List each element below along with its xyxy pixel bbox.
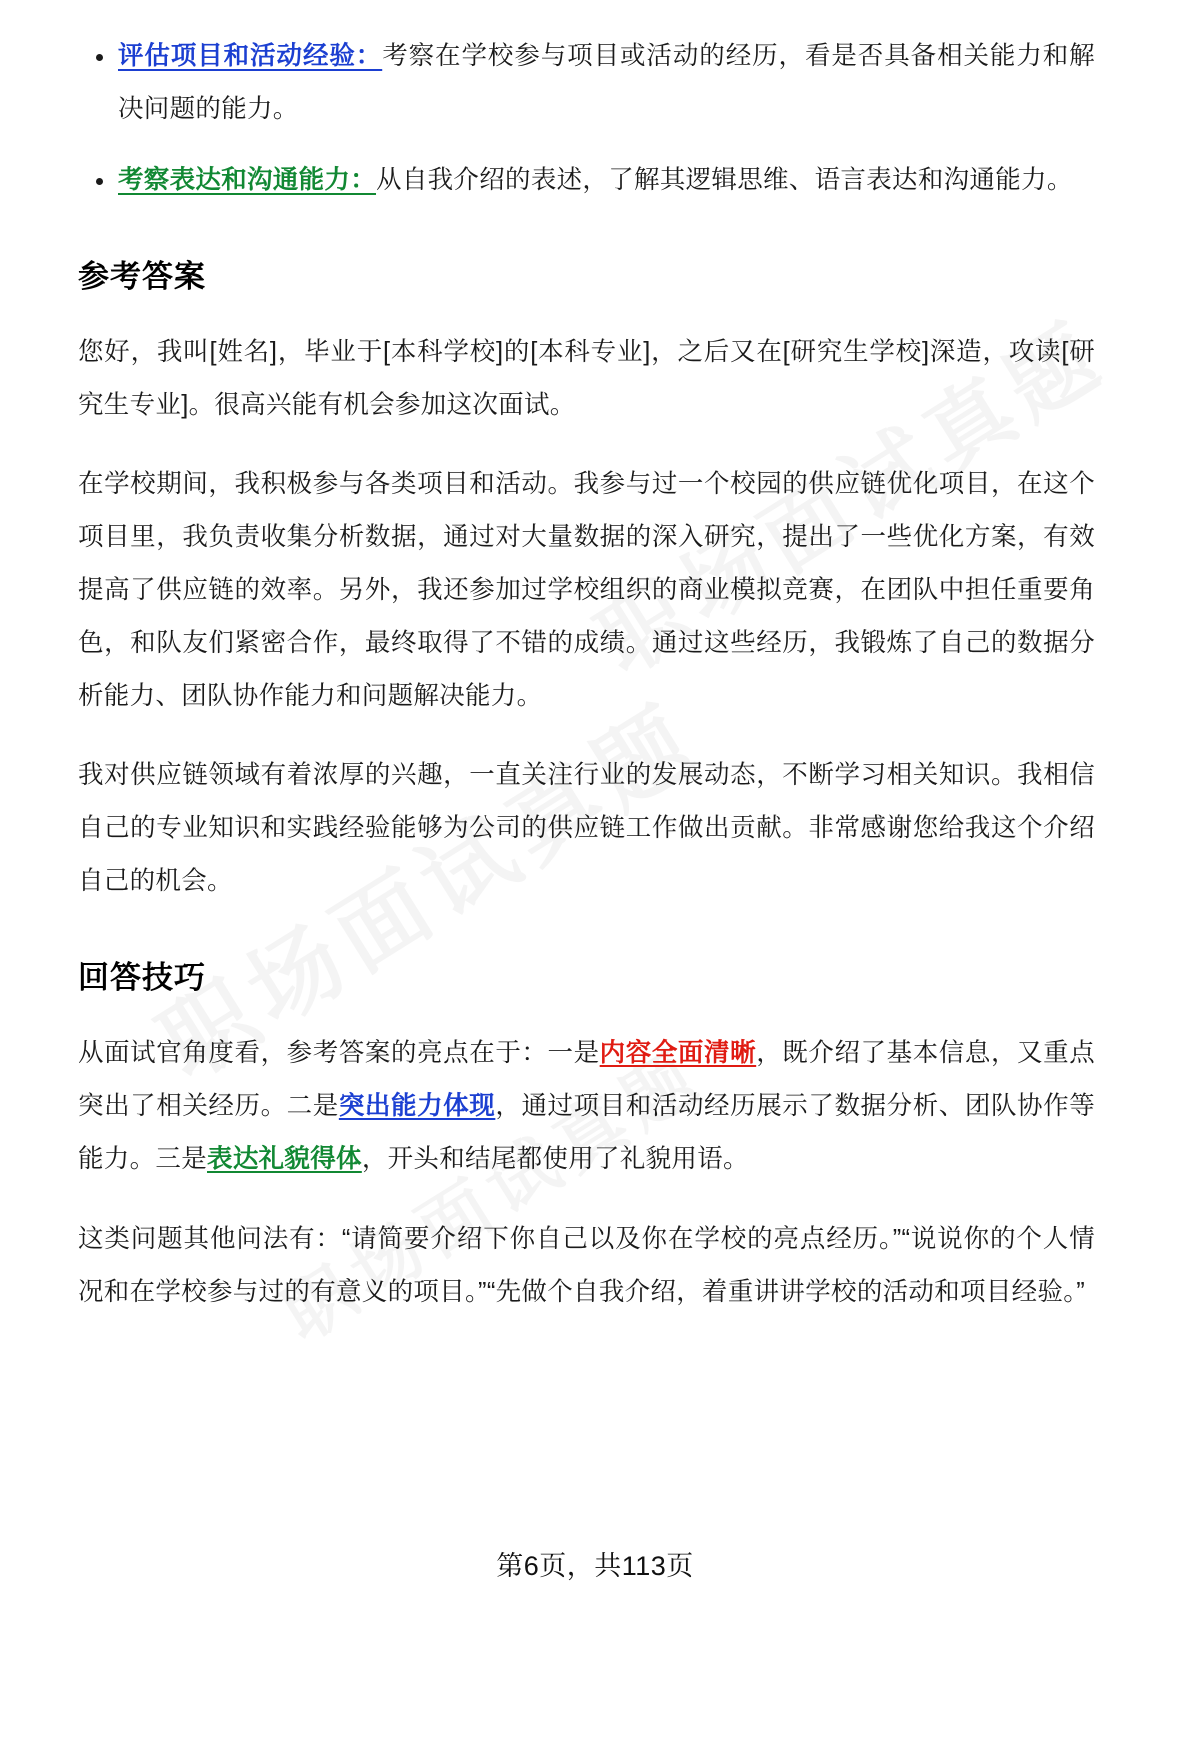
page-footer [0, 1544, 1190, 1583]
tips-mid-text-1: ，既介绍了基本信息，又重点突出了相关经历。二是 [78, 1039, 1095, 1121]
list-item [78, 154, 1095, 207]
page-number-label: 第6页，共113页 [496, 1551, 694, 1581]
section-heading-answer-tips: 回答技巧 [78, 960, 206, 996]
reference-answer-paragraph-1: 您好，我叫[姓名]，毕业于[本科学校]的[本科专业]，之后又在[研究生学校]深造，攻读[研究生专业]。很高兴能有机会参加这次面试。 [78, 338, 1095, 420]
tips-highlight-content-clarity: 内容全面清晰 [599, 1039, 757, 1068]
section-heading-reference-answer: 参考答案 [78, 259, 206, 295]
answer-tips-analysis-paragraph [78, 1027, 1095, 1186]
answer-tips-variants-paragraph: 这类问题其他问法有：“请简要介绍下你自己以及你在学校的亮点经历。”“说说你的个人情况和在学校参与过的有意义的项目。”“先做个自我介绍，着重讲讲学校的活动和项目经验。” [78, 1224, 1095, 1306]
bullet-body-text: 考察在学校参与项目或活动的经历，看是否具备相关能力和解决问题的能力。 [118, 42, 1095, 124]
tips-suffix-text: ，开头和结尾都使用了礼貌用语。 [361, 1145, 749, 1174]
list-item [78, 30, 1095, 136]
bullet-lead-label: 评估项目和活动经验： [118, 42, 383, 70]
reference-answer-paragraph-3: 我对供应链领域有着浓厚的兴趣，一直关注行业的发展动态，不断学习相关知识。我相信自己的专业知识和实践经验能够为公司的供应链工作做出贡献。非常感谢您给我这个介绍自己的机会。 [78, 761, 1095, 896]
reference-answer-paragraph-2: 在学校期间，我积极参与各类项目和活动。我参与过一个校园的供应链优化项目，在这个项目里，我负责收集分析数据，通过对大量数据的深入研究，提出了一些优化方案，有效提高了供应链的效率。另外，我还参加过学校组织的商业模拟竞赛，在团队中担任重要角色，和队友们紧密合作，最终取得了不错的成绩。通过这些经历，我锻炼了自己的数据分析能力、团队协作能力和问题解决能力。 [78, 470, 1095, 711]
bullet-body-text: 从自我介绍的表述，了解其逻辑思维、语言表达和沟通能力。 [376, 166, 1073, 195]
tips-highlight-polite-expression: 表达礼貌得体 [207, 1145, 362, 1174]
tips-highlight-ability-showcase: 突出能力体现 [338, 1092, 496, 1121]
assessment-bullet-list [78, 30, 1095, 207]
bullet-lead-label: 考察表达和沟通能力： [118, 166, 377, 195]
tips-mid-text-2: ，通过项目和活动经历展示了数据分析、团队协作等能力。三是 [78, 1092, 1095, 1174]
tips-prefix-text: 从面试官角度看，参考答案的亮点在于：一是 [78, 1039, 600, 1068]
